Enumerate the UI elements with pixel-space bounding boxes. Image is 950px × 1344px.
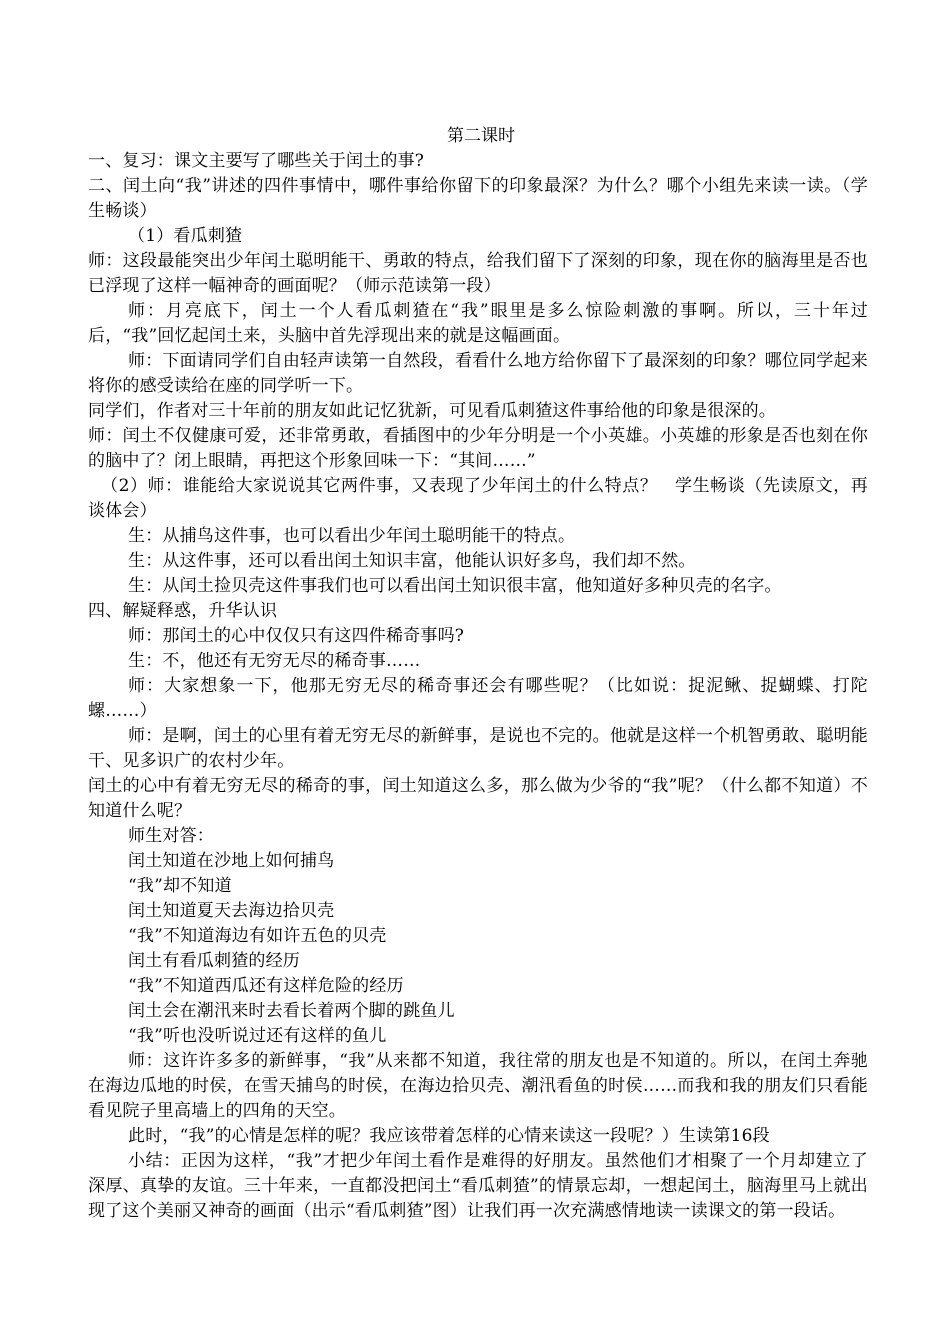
paragraph: “我”听也没听说过还有这样的鱼儿: [128, 1026, 387, 1046]
paragraph: 生：不，他还有无穷无尽的稀奇事……: [128, 651, 421, 671]
paragraph: 师：下面请同学们自由轻声读第一自然段，看看什么地方给你留下了最深刻的印象？哪位同学起来将你的感受读给在座的同学听一下。: [88, 351, 868, 396]
paragraph: （1）看瓜刺猹: [128, 226, 243, 246]
paragraph: 师：大家想象一下，他那无穷无尽的稀奇事还会有哪些呢？（比如说：捉泥鳅、捉蝴蝶、打陀螺……）: [88, 676, 868, 721]
paragraph: 师：月亮底下，闰土一个人看瓜刺猹在“我”眼里是多么惊险刺激的事啊。所以，三十年过后，“我”回忆起闰土来，头脑中首先浮现出来的就是这幅画面。: [88, 301, 868, 346]
paragraph: 二、闰土向“我”讲述的四件事情中，哪件事给你留下的印象最深？为什么？哪个小组先来读一读。（学生畅谈）: [88, 176, 868, 221]
paragraph: “我”不知道海边有如许五色的贝壳: [128, 926, 387, 946]
paragraph: （2）师：谁能给大家说说其它两件事，又表现了少年闰土的什么特点？ 学生畅谈（先读原文，再谈体会）: [88, 476, 868, 521]
paragraph: 四、解疑释惑，升华认识: [88, 601, 278, 621]
paragraph: 闰土知道在沙地上如何捕鸟: [128, 851, 335, 871]
paragraph: 生：从闰土捡贝壳这件事我们也可以看出闰土知识很丰富，他知道好多种贝壳的名字。: [128, 576, 782, 596]
paragraph: 小结：正因为这样，“我”才把少年闰土看作是难得的好朋友。虽然他们才相聚了一个月却建立了深厚、真挚的友谊。三十年来，一直都没把闰土“看瓜刺猹”的情景忘却，一想起闰土，脑海里马上就出现了这个美丽又神奇的画面（出示“看瓜刺猹”图）让我们再一次充满感情地读一读课文的第一段话。: [88, 1151, 868, 1221]
paragraph: 师：闰土不仅健康可爱，还非常勇敢，看插图中的少年分明是一个小英雄。小英雄的形象是否也刻在你的脑中了？闭上眼睛，再把这个形象回味一下：“其间……”: [88, 426, 868, 471]
paragraph: 同学们，作者对三十年前的朋友如此记忆犹新，可见看瓜刺猹这件事给他的印象是很深的。: [88, 401, 776, 421]
document-page: [88, 124, 868, 1224]
paragraph: 生：从捕鸟这件事，也可以看出少年闰土聪明能干的特点。: [128, 526, 576, 546]
paragraph: 闰土知道夏天去海边拾贝壳: [128, 901, 335, 921]
lesson-title: 第二课时: [447, 126, 515, 146]
paragraph: 师：是啊，闰土的心里有着无穷无尽的新鲜事，是说也不完的。他就是这样一个机智勇敢、聪明能干、见多识广的农村少年。: [88, 726, 868, 771]
paragraph: 师：那闰土的心中仅仅只有这四件稀奇事吗?: [128, 626, 465, 646]
paragraph: “我”却不知道: [128, 876, 232, 896]
paragraph: 闰土的心中有着无穷无尽的稀奇的事，闰土知道这么多，那么做为少爷的“我”呢？（什么都不知道）不知道什么呢？: [88, 776, 868, 821]
paragraph: “我”不知道西瓜还有这样危险的经历: [128, 976, 404, 996]
paragraph: 师：这段最能突出少年闰土聪明能干、勇敢的特点，给我们留下了深刻的印象，现在你的脑海里是否也已浮现了这样一幅神奇的画面呢？（师示范读第一段）: [88, 251, 868, 296]
paragraph: 师生对答：: [128, 826, 214, 846]
paragraph: 一、复习：课文主要写了哪些关于闰土的事?: [88, 151, 425, 171]
paragraph: 此时，“我”的心情是怎样的呢？我应该带着怎样的心情来读这一段呢？）生读第16段: [128, 1126, 770, 1146]
paragraph: 生：从这件事，还可以看出闰土知识丰富，他能认识好多鸟，我们却不然。: [128, 551, 696, 571]
paragraph: 师：这许许多多的新鲜事，“我”从来都不知道，我往常的朋友也是不知道的。所以，在闰土奔驰在海边瓜地的时侯，在雪天捕鸟的时侯，在海边拾贝壳、潮汛看鱼的时侯……而我和我的朋友们只看能看见院子里高墙上的四角的天空。: [88, 1051, 868, 1121]
paragraph: 闰土有看瓜刺猹的经历: [128, 951, 300, 971]
paragraph: 闰土会在潮汛来时去看长着两个脚的跳鱼儿: [128, 1001, 455, 1021]
document-body: [88, 149, 868, 1224]
